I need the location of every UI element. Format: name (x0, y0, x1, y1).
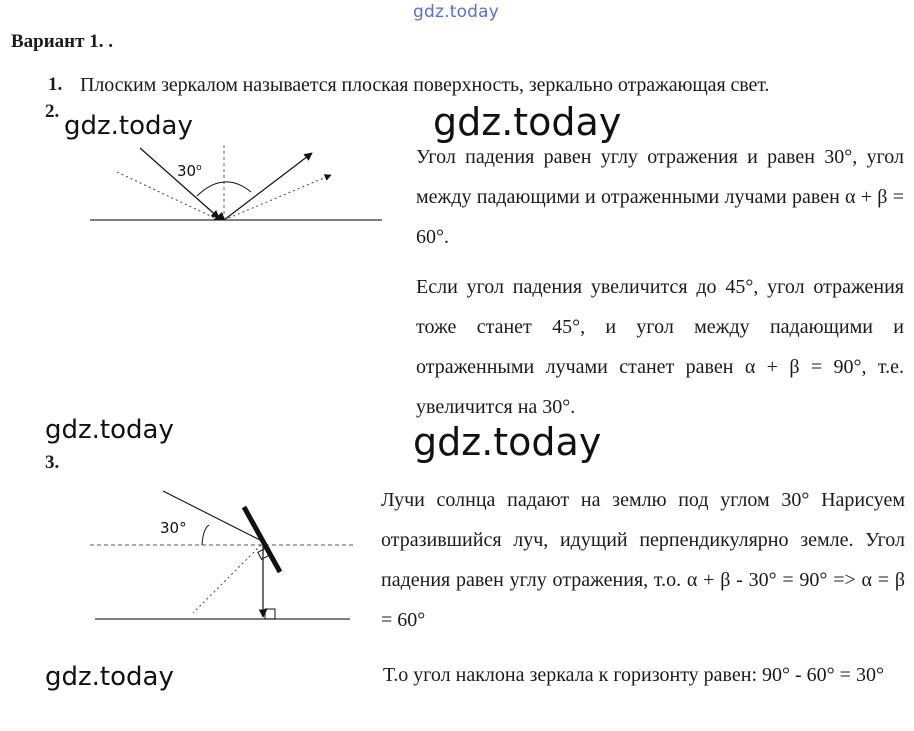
variant-title: Вариант 1. . (11, 31, 113, 52)
task2-paragraph-1: Угол падения равен углу отражения и равен 30°, угол между падающими и отраженными лучами равен α + β = 60°. (416, 146, 904, 248)
angle-label-task3: 30° (160, 519, 187, 537)
watermark-large: gdz.today (433, 100, 622, 144)
incidence-point (213, 212, 225, 220)
watermark-large: gdz.today (413, 420, 602, 464)
reflection-diagram-task2 (85, 140, 385, 230)
task3-paragraph-1: Лучи солнца падают на землю под углом 30° Нарисуем отразившийся луч, идущий перпендикулярно земле. Угол падения равен углу отражения, т.о. α + β - 30° = 90° => α = β = 60° (381, 489, 905, 631)
reflection-diagram-task3 (85, 485, 365, 630)
task1-text: Плоским зеркалом называется плоская поверхность, зеркально отражающая свет. (80, 74, 770, 96)
angle-arc-task3 (202, 525, 209, 545)
right-angle-mark-ground (265, 609, 275, 619)
angle-label-task2: 30$^o$ (177, 162, 202, 180)
reflected-ray-dotted (224, 175, 331, 220)
reflected-ray (224, 153, 312, 220)
task1-number: 1. (48, 74, 63, 95)
mirror-normal-dotted (193, 545, 261, 613)
task3-number: 3. (45, 452, 60, 473)
incident-ray (140, 148, 219, 218)
tilted-mirror (244, 507, 280, 572)
watermark-small: gdz.today (45, 415, 174, 445)
watermark-small: gdz.today (64, 111, 193, 141)
watermark-small: gdz.today (45, 662, 174, 692)
task3-paragraph-2: Т.о угол наклона зеркала к горизонту равен: 90° - 60° = 30° (383, 664, 884, 686)
top-watermark: gdz.today (413, 2, 500, 22)
task2-number: 2. (45, 101, 60, 122)
task2-paragraph-2: Если угол падения увеличится до 45°, угол отражения тоже станет 45°, и угол между падающими и отраженными лучами станет равен α + β = 90°, т.е. увеличится на 30°. (416, 276, 904, 418)
incident-ray-dotted (117, 172, 217, 219)
